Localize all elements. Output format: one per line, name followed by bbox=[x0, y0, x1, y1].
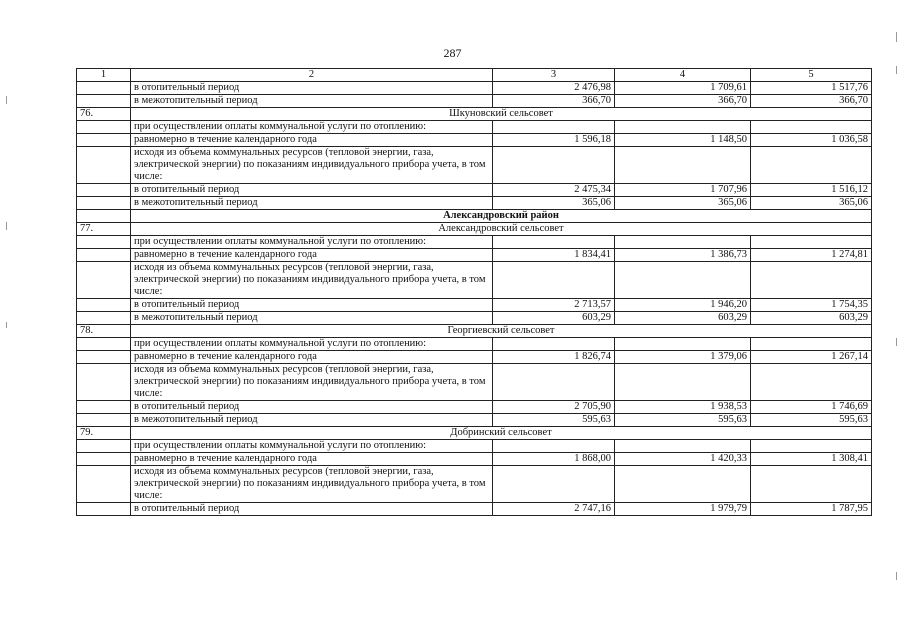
value-col-4: 1 979,79 bbox=[615, 503, 751, 516]
section-title: Александровский сельсовет bbox=[131, 223, 872, 236]
row-label: исходя из объема коммунальных ресурсов (тепловой энергии, газа, электрической энергии) по показаниям индивидуального прибора учета, в том числе: bbox=[131, 466, 493, 503]
value-col-3: 1 834,41 bbox=[493, 249, 615, 262]
table-body bbox=[77, 82, 872, 516]
margin-mark bbox=[896, 572, 897, 580]
row-number-cell bbox=[77, 197, 131, 210]
value-col-5 bbox=[751, 121, 872, 134]
section-title: Добринский сельсовет bbox=[131, 427, 872, 440]
row-number-cell bbox=[77, 299, 131, 312]
table-row bbox=[77, 121, 872, 134]
row-number-cell bbox=[77, 95, 131, 108]
table-row bbox=[77, 236, 872, 249]
margin-mark bbox=[6, 222, 7, 230]
row-label: в межотопительный период bbox=[131, 197, 493, 210]
row-number-cell bbox=[77, 453, 131, 466]
value-col-3: 1 596,18 bbox=[493, 134, 615, 147]
row-label: при осуществлении оплаты коммунальной услуги по отоплению: bbox=[131, 440, 493, 453]
value-col-5: 595,63 bbox=[751, 414, 872, 427]
row-number-cell bbox=[77, 503, 131, 516]
section-title: Георгиевский сельсовет bbox=[131, 325, 872, 338]
value-col-3: 595,63 bbox=[493, 414, 615, 427]
value-col-3: 2 475,34 bbox=[493, 184, 615, 197]
table-row bbox=[77, 325, 872, 338]
table-row bbox=[77, 262, 872, 299]
row-number-cell bbox=[77, 210, 131, 223]
table-row bbox=[77, 184, 872, 197]
value-col-3: 2 705,90 bbox=[493, 401, 615, 414]
table-row bbox=[77, 108, 872, 121]
district-title: Александровский район bbox=[131, 210, 872, 223]
value-col-3: 2 713,57 bbox=[493, 299, 615, 312]
value-col-4: 1 938,53 bbox=[615, 401, 751, 414]
value-col-3 bbox=[493, 262, 615, 299]
value-col-4 bbox=[615, 262, 751, 299]
table-row bbox=[77, 82, 872, 95]
row-number-cell bbox=[77, 466, 131, 503]
margin-mark bbox=[896, 32, 897, 42]
row-number-cell bbox=[77, 82, 131, 95]
value-col-5: 366,70 bbox=[751, 95, 872, 108]
value-col-3 bbox=[493, 440, 615, 453]
row-label: в отопительный период bbox=[131, 503, 493, 516]
value-col-5 bbox=[751, 364, 872, 401]
row-number-cell bbox=[77, 249, 131, 262]
value-col-4 bbox=[615, 466, 751, 503]
value-col-4 bbox=[615, 338, 751, 351]
value-col-4: 603,29 bbox=[615, 312, 751, 325]
table-row bbox=[77, 249, 872, 262]
row-number-cell bbox=[77, 134, 131, 147]
value-col-3 bbox=[493, 121, 615, 134]
row-number-cell bbox=[77, 338, 131, 351]
value-col-4: 1 709,61 bbox=[615, 82, 751, 95]
table-row bbox=[77, 210, 872, 223]
value-col-4 bbox=[615, 364, 751, 401]
value-col-3 bbox=[493, 236, 615, 249]
row-label: равномерно в течение календарного года bbox=[131, 249, 493, 262]
margin-mark bbox=[6, 96, 7, 104]
value-col-4 bbox=[615, 236, 751, 249]
row-number-cell bbox=[77, 147, 131, 184]
value-col-5: 603,29 bbox=[751, 312, 872, 325]
table-row bbox=[77, 312, 872, 325]
row-label: в отопительный период bbox=[131, 82, 493, 95]
table-row bbox=[77, 95, 872, 108]
header-col-2: 2 bbox=[131, 69, 493, 82]
row-number-cell bbox=[77, 364, 131, 401]
table-row bbox=[77, 351, 872, 364]
value-col-4: 1 386,73 bbox=[615, 249, 751, 262]
table-row bbox=[77, 414, 872, 427]
table-row bbox=[77, 453, 872, 466]
table-row bbox=[77, 503, 872, 516]
section-number: 77. bbox=[77, 223, 131, 236]
row-label: исходя из объема коммунальных ресурсов (тепловой энергии, газа, электрической энергии) по показаниям индивидуального прибора учета, в том числе: bbox=[131, 364, 493, 401]
header-col-4: 4 bbox=[615, 69, 751, 82]
value-col-5 bbox=[751, 440, 872, 453]
margin-mark bbox=[896, 66, 897, 74]
value-col-5 bbox=[751, 262, 872, 299]
value-col-3 bbox=[493, 364, 615, 401]
header-col-3: 3 bbox=[493, 69, 615, 82]
tariff-table bbox=[76, 68, 872, 516]
row-label: равномерно в течение календарного года bbox=[131, 453, 493, 466]
table-row bbox=[77, 223, 872, 236]
value-col-3 bbox=[493, 466, 615, 503]
value-col-4 bbox=[615, 440, 751, 453]
value-col-3: 2 476,98 bbox=[493, 82, 615, 95]
table-row bbox=[77, 134, 872, 147]
value-col-5: 1 308,41 bbox=[751, 453, 872, 466]
row-label: в межотопительный период bbox=[131, 312, 493, 325]
section-title: Шкуновский сельсовет bbox=[131, 108, 872, 121]
value-col-5: 1 036,58 bbox=[751, 134, 872, 147]
value-col-4 bbox=[615, 147, 751, 184]
value-col-5: 1 517,76 bbox=[751, 82, 872, 95]
table-row bbox=[77, 401, 872, 414]
row-number-cell bbox=[77, 414, 131, 427]
value-col-4 bbox=[615, 121, 751, 134]
value-col-3: 1 826,74 bbox=[493, 351, 615, 364]
value-col-5: 1 267,14 bbox=[751, 351, 872, 364]
value-col-3: 1 868,00 bbox=[493, 453, 615, 466]
value-col-5: 1 516,12 bbox=[751, 184, 872, 197]
value-col-3: 365,06 bbox=[493, 197, 615, 210]
row-label: в межотопительный период bbox=[131, 95, 493, 108]
value-col-5: 1 754,35 bbox=[751, 299, 872, 312]
row-number-cell bbox=[77, 440, 131, 453]
value-col-3 bbox=[493, 147, 615, 184]
table-row bbox=[77, 364, 872, 401]
value-col-4: 1 946,20 bbox=[615, 299, 751, 312]
header-col-1: 1 bbox=[77, 69, 131, 82]
value-col-4: 1 379,06 bbox=[615, 351, 751, 364]
table-row bbox=[77, 440, 872, 453]
row-label: равномерно в течение календарного года bbox=[131, 134, 493, 147]
value-col-5: 1 274,81 bbox=[751, 249, 872, 262]
value-col-4: 1 420,33 bbox=[615, 453, 751, 466]
value-col-4: 595,63 bbox=[615, 414, 751, 427]
table-row bbox=[77, 338, 872, 351]
row-label: при осуществлении оплаты коммунальной услуги по отоплению: bbox=[131, 121, 493, 134]
margin-mark bbox=[896, 338, 897, 346]
value-col-3: 603,29 bbox=[493, 312, 615, 325]
value-col-5 bbox=[751, 147, 872, 184]
row-label: в межотопительный период bbox=[131, 414, 493, 427]
table-row bbox=[77, 299, 872, 312]
row-number-cell bbox=[77, 184, 131, 197]
row-number-cell bbox=[77, 351, 131, 364]
value-col-3: 2 747,16 bbox=[493, 503, 615, 516]
value-col-5 bbox=[751, 236, 872, 249]
section-number: 78. bbox=[77, 325, 131, 338]
value-col-4: 1 148,50 bbox=[615, 134, 751, 147]
row-number-cell bbox=[77, 262, 131, 299]
value-col-4: 366,70 bbox=[615, 95, 751, 108]
section-number: 79. bbox=[77, 427, 131, 440]
row-number-cell bbox=[77, 401, 131, 414]
value-col-3: 366,70 bbox=[493, 95, 615, 108]
row-label: исходя из объема коммунальных ресурсов (тепловой энергии, газа, электрической энергии) по показаниям индивидуального прибора учета, в том числе: bbox=[131, 262, 493, 299]
row-number-cell bbox=[77, 312, 131, 325]
value-col-5 bbox=[751, 338, 872, 351]
row-label: исходя из объема коммунальных ресурсов (тепловой энергии, газа, электрической энергии) по показаниям индивидуального прибора учета, в том числе: bbox=[131, 147, 493, 184]
table-row bbox=[77, 197, 872, 210]
value-col-3 bbox=[493, 338, 615, 351]
value-col-5: 1 746,69 bbox=[751, 401, 872, 414]
row-label: в отопительный период bbox=[131, 184, 493, 197]
section-number: 76. bbox=[77, 108, 131, 121]
value-col-5: 365,06 bbox=[751, 197, 872, 210]
row-label: в отопительный период bbox=[131, 299, 493, 312]
value-col-4: 365,06 bbox=[615, 197, 751, 210]
table-row bbox=[77, 466, 872, 503]
value-col-5 bbox=[751, 466, 872, 503]
row-label: равномерно в течение календарного года bbox=[131, 351, 493, 364]
row-label: в отопительный период bbox=[131, 401, 493, 414]
table-row bbox=[77, 427, 872, 440]
table-header-row bbox=[77, 69, 872, 82]
row-number-cell bbox=[77, 236, 131, 249]
margin-mark bbox=[6, 322, 7, 328]
row-label: при осуществлении оплаты коммунальной услуги по отоплению: bbox=[131, 338, 493, 351]
page-number: 287 bbox=[443, 46, 462, 60]
table-row bbox=[77, 147, 872, 184]
row-label: при осуществлении оплаты коммунальной услуги по отоплению: bbox=[131, 236, 493, 249]
row-number-cell bbox=[77, 121, 131, 134]
value-col-5: 1 787,95 bbox=[751, 503, 872, 516]
value-col-4: 1 707,96 bbox=[615, 184, 751, 197]
header-col-5: 5 bbox=[751, 69, 872, 82]
